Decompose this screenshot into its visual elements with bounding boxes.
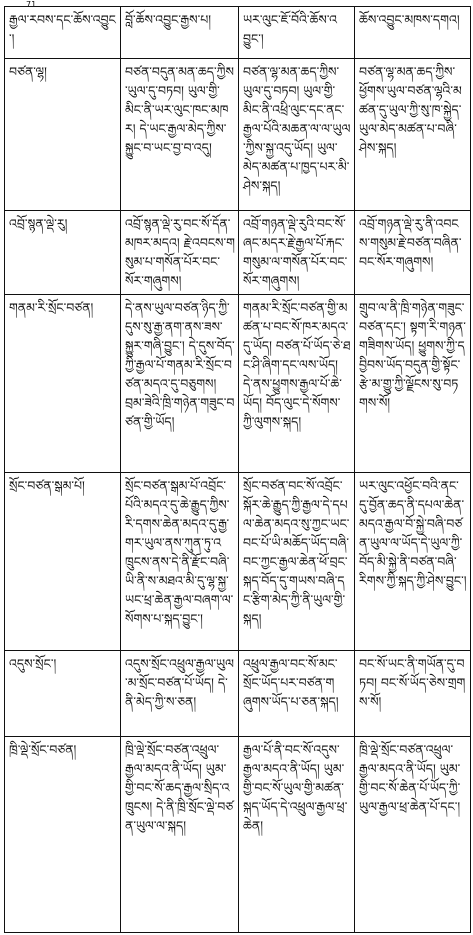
table-cell: སྲོང་བཙན་སྒམ་པོ་འབྲོང་པོའི་མདའ་དུ་ཆེ་རྒྱུད་ཀྱིས་རི་དགས་ཆེན་མདའ་དུ་རྒྱ་གར་ཡུལ་ནས་ཀུན་ཏུ་འཁྲུངས་ནས་དེ་ནི་རྫོང་བཞི་ཡི་ནི་ས་མཐའ་མི་དུ་ལྷ་སྐྱ་ཡང་ཕྲ་ཆེན་རྒྱལ་བཞག་ལ་སོགས་པ་སྐད་བྱུང་། [121, 473, 239, 651]
table-cell: གནམ་རི་སྲོང་བཙན་གྱི་མཚན་པ་བང་སོ་ཁར་མདའ་དུ་ཡོད། བཙན་པོ་ཡོད་ཅེ་ཐང་ཤི་ཞིག་དང་ལས་ཡོད། དེ་ནས་ཕྱུགས་རྒྱལ་པོ་ཆེ་ཡོད། བོད་ལུང་དེ་སོགས་ཀྱི་ལུགས་སྐད། [239, 295, 355, 473]
table-cell: འཕྲུལ་རྒྱལ་བང་སོ་མང་སྲོང་ཡོད་པར་བཙན་གཞུགས་ཡོད་པ་ཅན་སྐད། [239, 651, 355, 737]
table-cell: བཙན་བདུན་མན་ཆད་ཀྱིས་ཡུལ་དུ་བཏབ། ཡུལ་གྱི་མིང་ནི་ཡར་ལུང་ཁང་མཁར། དེ་ཡང་རྒྱལ་མེད་ཀྱིས་སྐྱུང་བ་ཡང་བྱ་བ་འདུ། [121, 59, 239, 211]
table-cell: འབྲོ་གཉན་ལྡེ་རུ་ནི་འབངས་གསུམ་རྗེ་བཙན་བཞིན་བང་སོར་གཞུགས། [355, 211, 471, 295]
table-row [5, 651, 471, 737]
table-row [5, 737, 471, 933]
row-label: ཁྲི་ལྡེ་སྲོང་བཙན། [5, 737, 121, 933]
table-cell: དེ་ནས་ཡུལ་བཙན་ཉིད་ཀྱི་དུས་སུ་རྒྱ་ནག་ནས་ཟས་སྐྱུར་གཞི་བྱུང་། དེ་དུས་བོད་ཀྱི་རྒྱལ་པོ་གནམ་རི་སྲོང་བཙན་མདའ་དུ་བཅུགས། བྲམ་ཟེའི་ཁྲི་གཉེན་གཟུང་བཙན་གྱི་ཡོད། [121, 295, 239, 473]
header-cell: རྒྱལ་རབས་དང་ཆོས་འབྱུང་། [5, 7, 121, 59]
header-cell: ཆོས་འབྱུང་མཁས་དགའ། [355, 7, 471, 59]
header-cell: ཡར་ལུང་ཇོ་བོའི་ཆོས་འབྱུང་། [239, 7, 355, 59]
table-cell: འབྲོ་སྙན་ལྡེ་རུ་བང་སོ་དོན་མཁར་མདའ། རྗེ་འབངས་གསུམ་པ་གསོན་པོར་བང་སོར་གཞུགས། [121, 211, 239, 295]
row-label: འབྲོ་སྙན་ལྡེ་རུ། [5, 211, 121, 295]
table-cell: ཡར་ལུང་འཕྱོང་བའི་ནང་དུ་བྱོན་ཆད་ནི་དཔལ་ཆེན་མདའ་རྒྱལ་བོ་སྐྱེ་བཞི་བཙན་ཡུལ་ལ་ཡོད་དེ་ཡུལ་ཀྱི་བོད་མི་སྐྱེ་ནི་བཙན་བཞི་རིགས་ཀྱི་སྐད་ཀྱི་ཤེས་བྱུང་། [355, 473, 471, 651]
comparison-table [4, 6, 471, 933]
table-row [5, 59, 471, 211]
table-cell: ཁྲི་ལྡེ་སྲོང་བཙན་འཕྲུལ་རྒྱལ་མདའ་ནི་ཡོད། ཡུམ་གྱི་བང་སོ་ཆད་རྒྱལ་སྲིད་འཁྲུངས། དེ་ནི་ཁྲི་སྲོང་ལྡེ་བཙན་ཡུལ་ལ་སྐད། [121, 737, 239, 933]
table-cell: རྒྱལ་པོ་ནི་བང་སོ་འདུས་རྒྱལ་མདའ་ནི་ཡོད། ཡུམ་གྱི་བང་སོ་ཡུལ་གྱི་མཚན་སྐད་ཡོད་དེ་འཕྲུལ་རྒྱལ་ཕྲ་ཆེན། [239, 737, 355, 933]
row-label: གནམ་རི་སྲོང་བཙན། [5, 295, 121, 473]
row-label: སྲོང་བཙན་སྒམ་པོ། [5, 473, 121, 651]
table-cell: འབྲོ་གཉན་ལྡེ་རུའི་བང་སོ་ཞང་མདར་རྗེ་རྒྱལ་པོ་རྐང་གསུམ་ལ་གསོན་པོར་བང་སོར་གཞུགས། [239, 211, 355, 295]
table-row [5, 211, 471, 295]
table-cell: གྲུབ་ལ་ནི་ཁྲི་གཉེན་གཟུང་བཙན་དང་། སྟག་རི་གཉན་གཟིགས་ཡོད། ཕྱུགས་ཀྱི་དབྱིབས་ཡོད་བདུན་གྱི་སྟོང་རྩེ་མ་གྱུ་ཀྱི་ལྗོངས་སུ་བཏགས་སོ། [355, 295, 471, 473]
table-cell: སྲོང་བཙན་བང་སོ་འབྲོང་སྐོར་ཆེ་རྒྱུད་ཀྱི་རྒྱལ་དེ་དཔལ་ཆེན་མདའ་སུ་ཀྱང་ཡང་བང་པོ་ཡི་མཆོད་ཡོད་བཞི་བང་ཀྱང་རྒྱལ་ཆེན་ཕོ་བྲང་སྐད་བོད་དུ་གཡས་བཞི་དང་རྩིག་མེད་ཀྱི་ནི་ཡུལ་གྱི་སྐད། [239, 473, 355, 651]
table-cell: ཁྲི་ལྡེ་སྲོང་བཙན་འཕྲུལ་རྒྱལ་མདའ་ནི་ཡོད། ཡུམ་གྱི་བང་སོ་ཆེན་པོ་ཡོད་ཀྱི་ཡུལ་རྒྱལ་ཕྲ་ཆེན་པོ་དང་། [355, 737, 471, 933]
row-label: འདུས་སྲོང་། [5, 651, 121, 737]
table-cell: བང་སོ་ཡང་ནི་གཡོན་དུ་བཏབ། བང་སོ་ཡོད་ཅེས་གྲགས་སོ། [355, 651, 471, 737]
table-row [5, 473, 471, 651]
page-mark: 71 [26, 0, 37, 9]
table-row [5, 295, 471, 473]
table-header-row [5, 7, 471, 59]
table-cell: བཙན་ལྷ་མན་ཆད་ཀྱིས་ཕྱོགས་ཡུལ་བཙན་ལྷའི་མཚན་དུ་ཡུལ་ཀྱི་སུ་ཁ་སྐྱེད་ཡུལ་མེད་མཚན་པ་བཞི་ཤེས་སྐད། [355, 59, 471, 211]
row-label: བཙན་ལྷ། [5, 59, 121, 211]
header-cell: བློ་ཆོས་འབྱུང་རྒྱས་པ། [121, 7, 239, 59]
table-cell: འདུས་སྲོང་འཕྲུལ་རྒྱལ་ཡུལ་མ་སྲོང་བཙན་པོ་ཡོད། དེ་ནི་མེད་ཀྱི་ས་ཅན། [121, 651, 239, 737]
table-cell: བཙན་ལྷ་མན་ཆད་ཀྱིས་ཡུལ་དུ་བཏབ། ཡུལ་གྱི་མིང་ནི་འཕྲི་ལུང་དང་ནང་རྒྱལ་པོའི་མཆན་ལ་ལ་ཡུལ་ཀྱིས་སྐྱ་འདུ་ཡོད། ཡུལ་མེད་མཚན་པ་ཁྱད་པར་མི་ཤེས་སྐད། [239, 59, 355, 211]
